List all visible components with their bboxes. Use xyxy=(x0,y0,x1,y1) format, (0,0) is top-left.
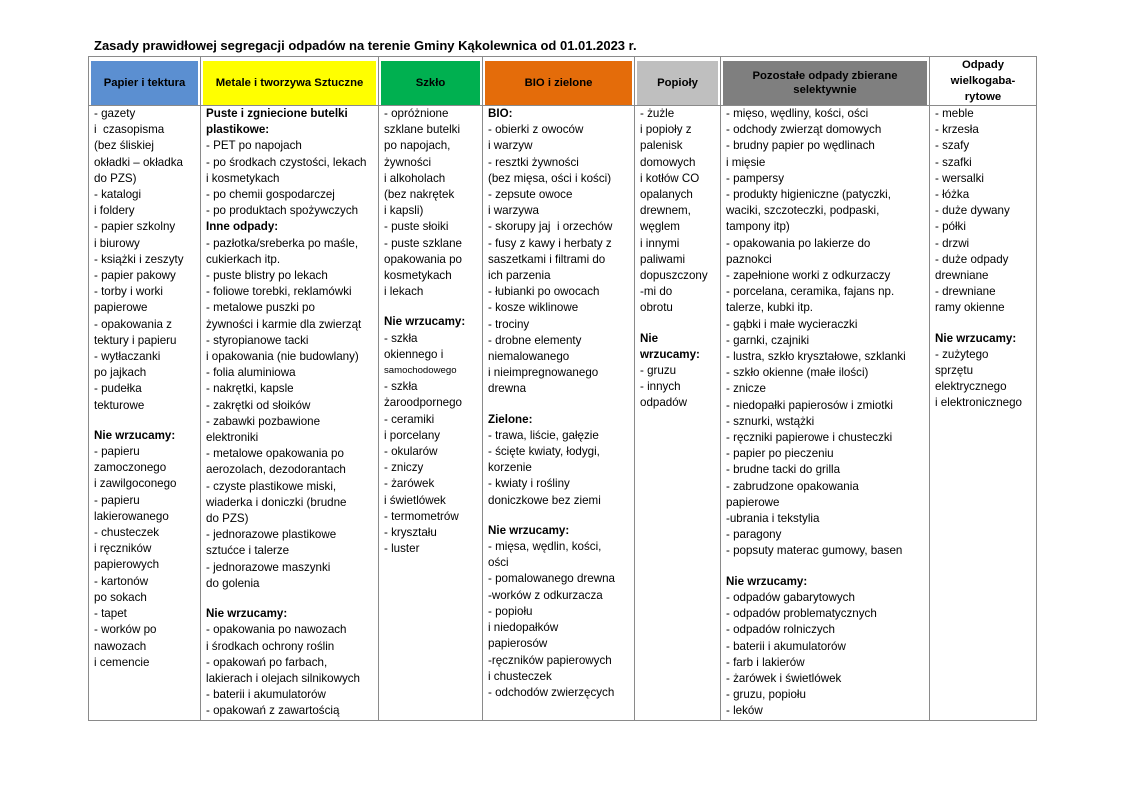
cell-wielkogabarytowe xyxy=(930,106,1037,721)
cell-line: - baterii i akumulatorów xyxy=(726,639,846,653)
cell-line: - torby i worki xyxy=(94,285,163,299)
header-label: Papier i tektura xyxy=(91,61,198,105)
cell-line: i kosmetykach xyxy=(206,171,280,185)
cell-line: kosmetykach xyxy=(384,269,452,283)
cell-line: - folia aluminiowa xyxy=(206,366,296,380)
cell-szklo xyxy=(379,106,483,721)
cell-line: saszetkami i filtrami do xyxy=(488,252,606,266)
cell-line: - szkła xyxy=(384,380,418,394)
cell-line: niemalowanego xyxy=(488,350,570,364)
cell-line: - brudne tacki do grilla xyxy=(726,463,841,477)
cell-line: domowych xyxy=(640,155,696,169)
cell-line: - nakrętki, kapsle xyxy=(206,382,294,396)
cell-line: Nie wrzucamy: xyxy=(384,315,466,329)
cell-line: i ręczników xyxy=(94,542,152,556)
cell-line: - styropianowe tacki xyxy=(206,333,309,347)
cell-line: drewniane xyxy=(935,269,989,283)
cell-line: - leków xyxy=(726,704,763,718)
cell-line: doniczkowe bez ziemi xyxy=(488,493,601,507)
cell-line: - drewniane xyxy=(935,285,996,299)
cell-line: papierosów xyxy=(488,637,548,651)
cell-line: - zapełnione worki z odkurzaczy xyxy=(726,269,891,283)
cell-line: - opakowania z xyxy=(94,317,172,331)
cell-line: i lekach xyxy=(384,285,424,299)
cell-line: - jednorazowe maszynki xyxy=(206,560,331,574)
cell-papier xyxy=(89,106,201,721)
cell-line: - opakowania po nawozach xyxy=(206,623,347,637)
cell-line: i popioły z xyxy=(640,123,692,137)
cell-line: - papieru xyxy=(94,445,140,459)
cell-line: elektrycznego xyxy=(935,380,1007,394)
cell-line: - opakowań po farbach, xyxy=(206,655,328,669)
cell-line: talerze, kubki itp. xyxy=(726,301,813,315)
cell-line: i cemencie xyxy=(94,655,150,669)
cell-line: wrzucamy: xyxy=(640,347,700,361)
cell-line: -mi do xyxy=(640,285,673,299)
cell-line: i warzywa xyxy=(488,204,539,218)
cell-line: - luster xyxy=(384,542,420,556)
cell-line: - ręczniki papierowe i chusteczki xyxy=(726,431,893,445)
header-wielkogabarytowe xyxy=(930,57,1037,106)
cell-line: i środkach ochrony roślin xyxy=(206,639,335,653)
cell-line: - drzwi xyxy=(935,236,970,250)
cell-line: tektury i papieru xyxy=(94,333,177,347)
cell-line: sprzętu xyxy=(935,364,974,378)
cell-line: - ceramiki xyxy=(384,412,435,426)
cell-line: (bez nakrętek xyxy=(384,188,455,202)
cell-line: - żarówek xyxy=(384,477,435,491)
cell-line: -ubrania i tekstylia xyxy=(726,512,820,526)
cell-line: - resztki żywności xyxy=(488,155,579,169)
cell-line: i czasopisma xyxy=(94,123,165,137)
header-bio xyxy=(483,57,635,106)
cell-line: lakierach i olejach silnikowych xyxy=(206,671,361,685)
cell-line: - katalogi xyxy=(94,188,142,202)
cell-line: -ręczników papierowych xyxy=(488,653,612,667)
cell-line: BIO: xyxy=(488,107,513,120)
header-label: Popioły xyxy=(637,61,718,105)
cell-line: - żużle xyxy=(640,107,675,120)
cell-line: - paragony xyxy=(726,528,782,542)
header-szklo xyxy=(379,57,483,106)
cell-line: - kwiaty i rośliny xyxy=(488,477,570,491)
cell-line: - opróżnione xyxy=(384,107,449,120)
cell-line: -worków z odkurzacza xyxy=(488,588,603,602)
cell-line: ości xyxy=(488,556,509,570)
cell-line: i kotłów CO xyxy=(640,171,700,185)
cell-line: i innymi xyxy=(640,236,680,250)
cell-line: - odchodów zwierzęcych xyxy=(488,685,615,699)
cell-line xyxy=(384,300,477,314)
cell-line: papierowe xyxy=(94,301,148,315)
cell-line: Inne odpady: xyxy=(206,220,279,234)
cell-line xyxy=(206,592,373,606)
cell-line: - znicze xyxy=(726,382,766,396)
cell-line: - po produktach spożywczych xyxy=(206,204,359,218)
cell-line: palenisk xyxy=(640,139,683,153)
cell-line: - łubianki po owocach xyxy=(488,285,600,299)
cell-line: po napojach, xyxy=(384,139,451,153)
header-pozostale xyxy=(721,57,930,106)
cell-line: - porcelana, ceramika, fajans np. xyxy=(726,285,895,299)
cell-pozostale xyxy=(721,106,930,721)
cell-line: - niedopałki papierosów i zmiotki xyxy=(726,398,893,412)
cell-line: i kapsli) xyxy=(384,204,424,218)
cell-line: i chusteczek xyxy=(488,669,552,683)
cell-line: - drobne elementy xyxy=(488,333,582,347)
cell-line: - gazety xyxy=(94,107,136,120)
cell-line: - innych xyxy=(640,380,681,394)
cell-line: i elektronicznego xyxy=(935,396,1023,410)
page-title: Zasady prawidłowej segregacji odpadów na terenie Gminy Kąkolewnica od 01.01.2023 r. xyxy=(94,38,637,53)
cell-line: - termometrów xyxy=(384,509,459,523)
cell-line xyxy=(726,560,924,574)
cell-line: - mięso, wędliny, kości, ości xyxy=(726,107,869,120)
cell-line: Nie wrzucamy: xyxy=(206,607,288,621)
cell-line: węglem xyxy=(640,220,680,234)
cell-line: (bez śliskiej xyxy=(94,139,154,153)
cell-line: - po środkach czystości, lekach xyxy=(206,155,367,169)
cell-line: - papieru xyxy=(94,493,140,507)
header-label: Metale i tworzywa Sztuczne xyxy=(203,61,376,105)
cell-line: - żarówek i świetlówek xyxy=(726,671,842,685)
cell-line: ich parzenia xyxy=(488,269,551,283)
cell-line: - zabawki pozbawione xyxy=(206,414,321,428)
cell-line: Nie xyxy=(640,331,659,345)
cell-line: - gruzu xyxy=(640,364,677,378)
cell-line: - wersalki xyxy=(935,171,984,185)
cell-line: - zniczy xyxy=(384,461,424,475)
cell-line: - foliowe torebki, reklamówki xyxy=(206,285,352,299)
cell-line: okiennego i xyxy=(384,347,444,361)
cell-line: elektroniki xyxy=(206,431,259,445)
cell-line: samochodowego xyxy=(384,365,457,377)
cell-line: i zawilgoconego xyxy=(94,477,177,491)
cell-line: Nie wrzucamy: xyxy=(726,574,808,588)
cell-line: tekturowe xyxy=(94,398,145,412)
cell-line: (bez mięsa, ości i kości) xyxy=(488,171,612,185)
cell-line: - po chemii gospodarczej xyxy=(206,188,335,202)
cell-line: - pudełka xyxy=(94,382,142,396)
cell-line: - tapet xyxy=(94,607,127,621)
cell-line: - farb i lakierów xyxy=(726,655,805,669)
cell-line: wiaderka i doniczki (brudne xyxy=(206,495,347,509)
cell-line: cukierkach itp. xyxy=(206,252,281,266)
cell-line: - szafy xyxy=(935,139,970,153)
header-label: Odpady wielkogaba-rytowe xyxy=(950,59,1016,103)
cell-line: - brudny papier po wędlinach xyxy=(726,139,875,153)
cell-metale xyxy=(201,106,379,721)
cell-line: - produkty higieniczne (patyczki, xyxy=(726,188,891,202)
cell-line xyxy=(935,317,1031,331)
cell-line: i foldery xyxy=(94,204,135,218)
cell-line: - trociny xyxy=(488,317,530,331)
header-metale xyxy=(201,57,379,106)
cell-line: i alkoholach xyxy=(384,171,446,185)
cell-line: - ścięte kwiaty, łodygi, xyxy=(488,445,600,459)
cell-line: drewna xyxy=(488,382,527,396)
cell-line: - pazłotka/sreberka po maśle, xyxy=(206,236,359,250)
cell-line: - odchody zwierząt domowych xyxy=(726,123,882,137)
cell-line: paznokci xyxy=(726,252,772,266)
cell-line: - baterii i akumulatorów xyxy=(206,688,326,702)
cell-line: - szkło okienne (małe ilości) xyxy=(726,366,869,380)
cell-line: - pampersy xyxy=(726,171,784,185)
waste-segregation-table xyxy=(88,56,1037,721)
cell-line: - popsuty materac gumowy, basen xyxy=(726,544,903,558)
cell-line: Nie wrzucamy: xyxy=(935,331,1017,345)
cell-line: - książki i zeszyty xyxy=(94,252,184,266)
cell-line: - półki xyxy=(935,220,966,234)
cell-line: dopuszczony xyxy=(640,269,708,283)
cell-line: - krzesła xyxy=(935,123,979,137)
cell-line: - lustra, szkło kryształowe, szklanki xyxy=(726,350,906,364)
cell-line: paliwami xyxy=(640,252,686,266)
cell-line xyxy=(488,509,629,523)
cell-line: i niedopałków xyxy=(488,621,559,635)
cell-line: opalanych xyxy=(640,188,693,202)
cell-line: - PET po napojach xyxy=(206,139,302,153)
cell-line: - zużytego xyxy=(935,347,989,361)
cell-line: żywności i karmie dla zwierząt xyxy=(206,317,362,331)
cell-line: papierowe xyxy=(726,495,780,509)
cell-line: tampony itp) xyxy=(726,220,790,234)
cell-line: - kosze wiklinowe xyxy=(488,301,579,315)
cell-line: - duże dywany xyxy=(935,204,1010,218)
cell-line: nawozach xyxy=(94,639,147,653)
cell-line: Nie wrzucamy: xyxy=(94,428,176,442)
header-row xyxy=(89,57,1037,106)
cell-line: - fusy z kawy i herbaty z xyxy=(488,236,612,250)
cell-line: plastikowe: xyxy=(206,123,270,137)
cell-line: - chusteczek xyxy=(94,526,160,540)
cell-line: - opakowań z zawartością xyxy=(206,704,340,718)
cell-line: i nieimpregnowanego xyxy=(488,366,599,380)
cell-line: po jajkach xyxy=(94,366,147,380)
cell-line: sztućce i talerze xyxy=(206,544,290,558)
cell-line: - popiołu xyxy=(488,604,533,618)
cell-line: korzenie xyxy=(488,461,532,475)
cell-line: - zabrudzone opakowania xyxy=(726,479,859,493)
cell-line: aerozolach, dezodorantach xyxy=(206,463,346,477)
cell-line: - gruzu, popiołu xyxy=(726,688,806,702)
cell-line: odpadów xyxy=(640,396,688,410)
cell-line: - odpadów rolniczych xyxy=(726,623,835,637)
cell-line: - papier po pieczeniu xyxy=(726,447,834,461)
cell-bio xyxy=(483,106,635,721)
cell-line: - pomalowanego drewna xyxy=(488,572,615,586)
cell-line: ramy okienne xyxy=(935,301,1005,315)
cell-line: i biurowy xyxy=(94,236,140,250)
cell-popioly xyxy=(635,106,721,721)
cell-line: waciki, szczoteczki, podpaski, xyxy=(726,204,880,218)
cell-line xyxy=(640,317,715,331)
cell-line: zamoczonego xyxy=(94,461,167,475)
header-popioly xyxy=(635,57,721,106)
header-label: Pozostałe odpady zbierane selektywnie xyxy=(723,61,927,105)
cell-line: do PZS) xyxy=(94,171,137,185)
cell-line: - obierki z owoców xyxy=(488,123,584,137)
cell-line: - odpadów gabarytowych xyxy=(726,590,855,604)
cell-line: - puste słoiki xyxy=(384,220,449,234)
cell-line: żaroodpornego xyxy=(384,396,462,410)
cell-line: - meble xyxy=(935,107,974,120)
header-label: Szkło xyxy=(381,61,480,105)
header-papier xyxy=(89,57,201,106)
cell-line: i mięsie xyxy=(726,155,766,169)
cell-line: do golenia xyxy=(206,576,260,590)
cell-line: - sznurki, wstążki xyxy=(726,414,815,428)
cell-line: - skorupy jaj i orzechów xyxy=(488,220,613,234)
cell-line xyxy=(488,398,629,412)
cell-line: - trawa, liście, gałęzie xyxy=(488,428,599,442)
cell-line: i świetlówek xyxy=(384,493,446,507)
cell-line: szklane butelki xyxy=(384,123,461,137)
cell-line: żywności xyxy=(384,155,432,169)
cell-line: - metalowe puszki po xyxy=(206,301,315,315)
header-label: BIO i zielone xyxy=(485,61,632,105)
cell-line: Zielone: xyxy=(488,412,533,426)
cell-line: - szafki xyxy=(935,155,972,169)
cell-line: - puste szklane xyxy=(384,236,462,250)
cell-line: - puste blistry po lekach xyxy=(206,269,328,283)
cell-line: Puste i zgniecione butelki xyxy=(206,107,348,120)
cell-line: - mięsa, wędlin, kości, xyxy=(488,540,602,554)
cell-line: lakierowanego xyxy=(94,509,169,523)
cell-line: papierowych xyxy=(94,558,160,572)
cell-line: - odpadów problematycznych xyxy=(726,607,877,621)
cell-line: - wytłaczanki xyxy=(94,350,161,364)
cell-line: - zakrętki od słoików xyxy=(206,398,311,412)
cell-line: i porcelany xyxy=(384,428,441,442)
cell-line: Nie wrzucamy: xyxy=(488,523,570,537)
cell-line: okładki – okładka xyxy=(94,155,183,169)
cell-line: - kartonów xyxy=(94,574,149,588)
cell-line: - metalowe opakowania po xyxy=(206,447,344,461)
cell-line: - opakowania po lakierze do xyxy=(726,236,871,250)
cell-line: - duże odpady xyxy=(935,252,1009,266)
cell-line: i warzyw xyxy=(488,139,533,153)
content-row xyxy=(89,106,1037,721)
cell-line: - papier szkolny xyxy=(94,220,176,234)
cell-line: - czyste plastikowe miski, xyxy=(206,479,337,493)
cell-line: - garnki, czajniki xyxy=(726,333,810,347)
cell-line: do PZS) xyxy=(206,512,249,526)
cell-line xyxy=(94,414,195,428)
cell-line: - kryształu xyxy=(384,526,437,540)
cell-line: i opakowania (nie budowlany) xyxy=(206,350,359,364)
cell-line: obrotu xyxy=(640,301,673,315)
cell-line: drewnem, xyxy=(640,204,691,218)
cell-line: - łóżka xyxy=(935,188,970,202)
cell-line: - gąbki i małe wycieraczki xyxy=(726,317,858,331)
cell-line: - papier pakowy xyxy=(94,269,176,283)
cell-line: po sokach xyxy=(94,590,147,604)
cell-line: - okularów xyxy=(384,445,438,459)
cell-line: - worków po xyxy=(94,623,157,637)
cell-line: - zepsute owoce xyxy=(488,188,573,202)
cell-line: - jednorazowe plastikowe xyxy=(206,528,337,542)
cell-line: - szkła xyxy=(384,331,418,345)
cell-line: opakowania po xyxy=(384,252,462,266)
